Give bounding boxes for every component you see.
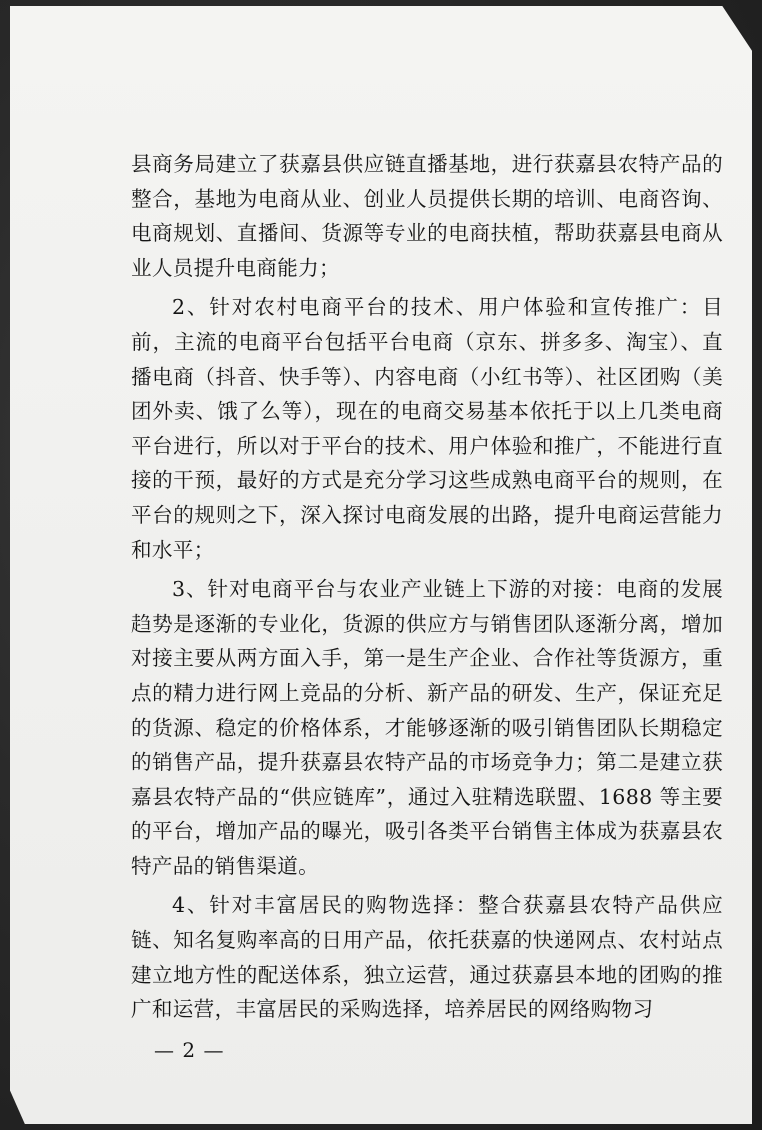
paragraph-1: 县商务局建立了获嘉县供应链直播基地，进行获嘉县农特产品的整合，基地为电商从业、创业人员提供长期的培训、电商咨询、电商规划、直播间、货源等专业的电商扶植，帮助获嘉县电商从业人员提升电商能力； [131, 152, 723, 280]
document-body [131, 147, 723, 1032]
page-number: — 2 — [154, 1038, 225, 1062]
paragraph-4: 4、针对丰富居民的购物选择：整合获嘉县农特产品供应链、知名复购率高的日用产品，依托获嘉的快递网点、农村站点建立地方性的配送体系，独立运营，通过获嘉县本地的团购的推广和运营，丰富居民的采购选择，培养居民的网络购物习 [131, 893, 723, 1022]
paragraph-2: 2、针对农村电商平台的技术、用户体验和宣传推广：目前，主流的电商平台包括平台电商（京东、拼多多、淘宝）、直播电商（抖音、快手等）、内容电商（小红书等）、社区团购（美团外卖、饿了么等），现在的电商交易基本依托于以上几类电商平台进行，所以对于平台的技术、用户体验和推广，不能进行直接的干预，最好的方式是充分学习这些成熟电商平台的规则，在平台的规则之下，深入探讨电商发展的出路，提升电商运营能力和水平； [131, 295, 723, 562]
paragraph-3: 3、针对电商平台与农业产业链上下游的对接：电商的发展趋势是逐渐的专业化，货源的供应方与销售团队逐渐分离，增加对接主要从两方面入手，第一是生产企业、合作社等货源方，重点的精力进行网上竞品的分析、新产品的研发、生产，保证充足的货源、稳定的价格体系，才能够逐渐的吸引销售团队长期稳定的销售产品，提升获嘉县农特产品的市场竞争力；第二是建立获嘉县农特产品的“供应链库”，通过入驻精选联盟、1688 等主要的平台，增加产品的曝光，吸引各类平台销售主体成为获嘉县农特产品的销售渠道。 [131, 577, 723, 878]
